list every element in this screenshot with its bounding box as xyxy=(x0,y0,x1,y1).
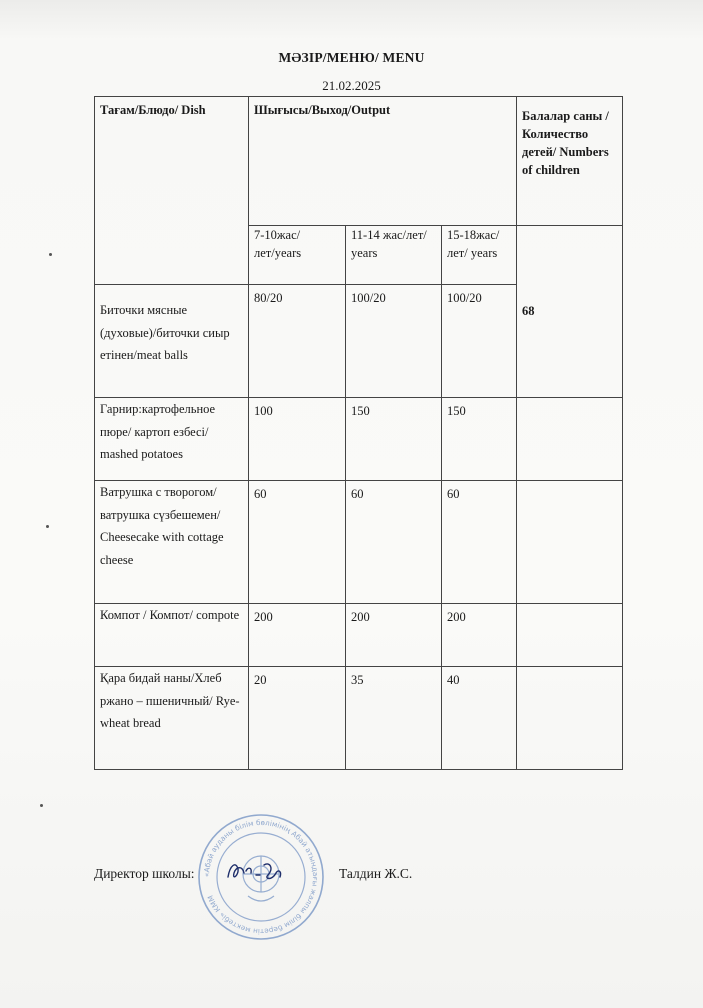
margin-mark xyxy=(40,804,43,807)
director-name: Талдин Ж.С. xyxy=(339,866,413,881)
portion-7-10: 60 xyxy=(249,481,346,604)
portion-7-10: 80/20 xyxy=(249,285,346,398)
margin-mark xyxy=(46,525,49,528)
portion-15-18: 150 xyxy=(442,398,517,481)
portion-11-14: 100/20 xyxy=(346,285,442,398)
stamp-ring-text: «Абай ауданы білім бөлімінің Абай атындағы жалпы білім беретін мектебі» КММ xyxy=(201,817,321,937)
dish-name: Биточки мясные (духовые)/биточки сиыр етінен/meat balls xyxy=(95,285,249,398)
table-row xyxy=(95,667,623,770)
age-group-7-10: 7-10жас/лет/years xyxy=(249,226,346,285)
dish-name: Компот / Компот/ compote xyxy=(95,604,249,667)
portion-15-18: 200 xyxy=(442,604,517,667)
portion-11-14: 35 xyxy=(346,667,442,770)
dish-header: Тағам/Блюдо/ Dish xyxy=(95,97,249,285)
dish-name: Гарнир:картофельное пюре/ картоп езбесі/ mashed potatoes xyxy=(95,398,249,481)
children-header: Балалар саны /Количество детей/ Numbers of children xyxy=(517,97,623,226)
children-empty-cell xyxy=(517,398,623,481)
director-signature xyxy=(222,855,292,889)
portion-15-18: 100/20 xyxy=(442,285,517,398)
children-count: 68 xyxy=(517,226,623,398)
document-title: МӘЗІР/МЕНЮ/ MENU xyxy=(278,50,425,65)
portion-7-10: 20 xyxy=(249,667,346,770)
portion-15-18: 60 xyxy=(442,481,517,604)
children-empty-cell xyxy=(517,667,623,770)
output-header: Шығысы/Выход/Output xyxy=(249,97,517,226)
age-group-15-18: 15-18жас/лет/ years xyxy=(442,226,517,285)
header-row xyxy=(95,97,623,226)
margin-mark xyxy=(49,253,52,256)
dish-name: Қара бидай наны/Хлеб ржано – пшеничный/ Rye-wheat bread xyxy=(95,667,249,770)
age-group-11-14: 11-14 жас/лет/ years xyxy=(346,226,442,285)
portion-11-14: 200 xyxy=(346,604,442,667)
portion-7-10: 100 xyxy=(249,398,346,481)
dish-name: Ватрушка с творогом/ ватрушка сүзбешемен/ Cheesecake with cottage cheese xyxy=(95,481,249,604)
table-row xyxy=(95,481,623,604)
portion-7-10: 200 xyxy=(249,604,346,667)
table-row xyxy=(95,398,623,481)
document-date: 21.02.2025 xyxy=(322,78,381,93)
table-row xyxy=(95,604,623,667)
signature-block xyxy=(94,866,614,890)
portion-11-14: 60 xyxy=(346,481,442,604)
portion-15-18: 40 xyxy=(442,667,517,770)
menu-table xyxy=(94,96,623,770)
portion-11-14: 150 xyxy=(346,398,442,481)
director-label: Директор школы: xyxy=(94,866,195,881)
children-empty-cell xyxy=(517,604,623,667)
children-empty-cell xyxy=(517,481,623,604)
